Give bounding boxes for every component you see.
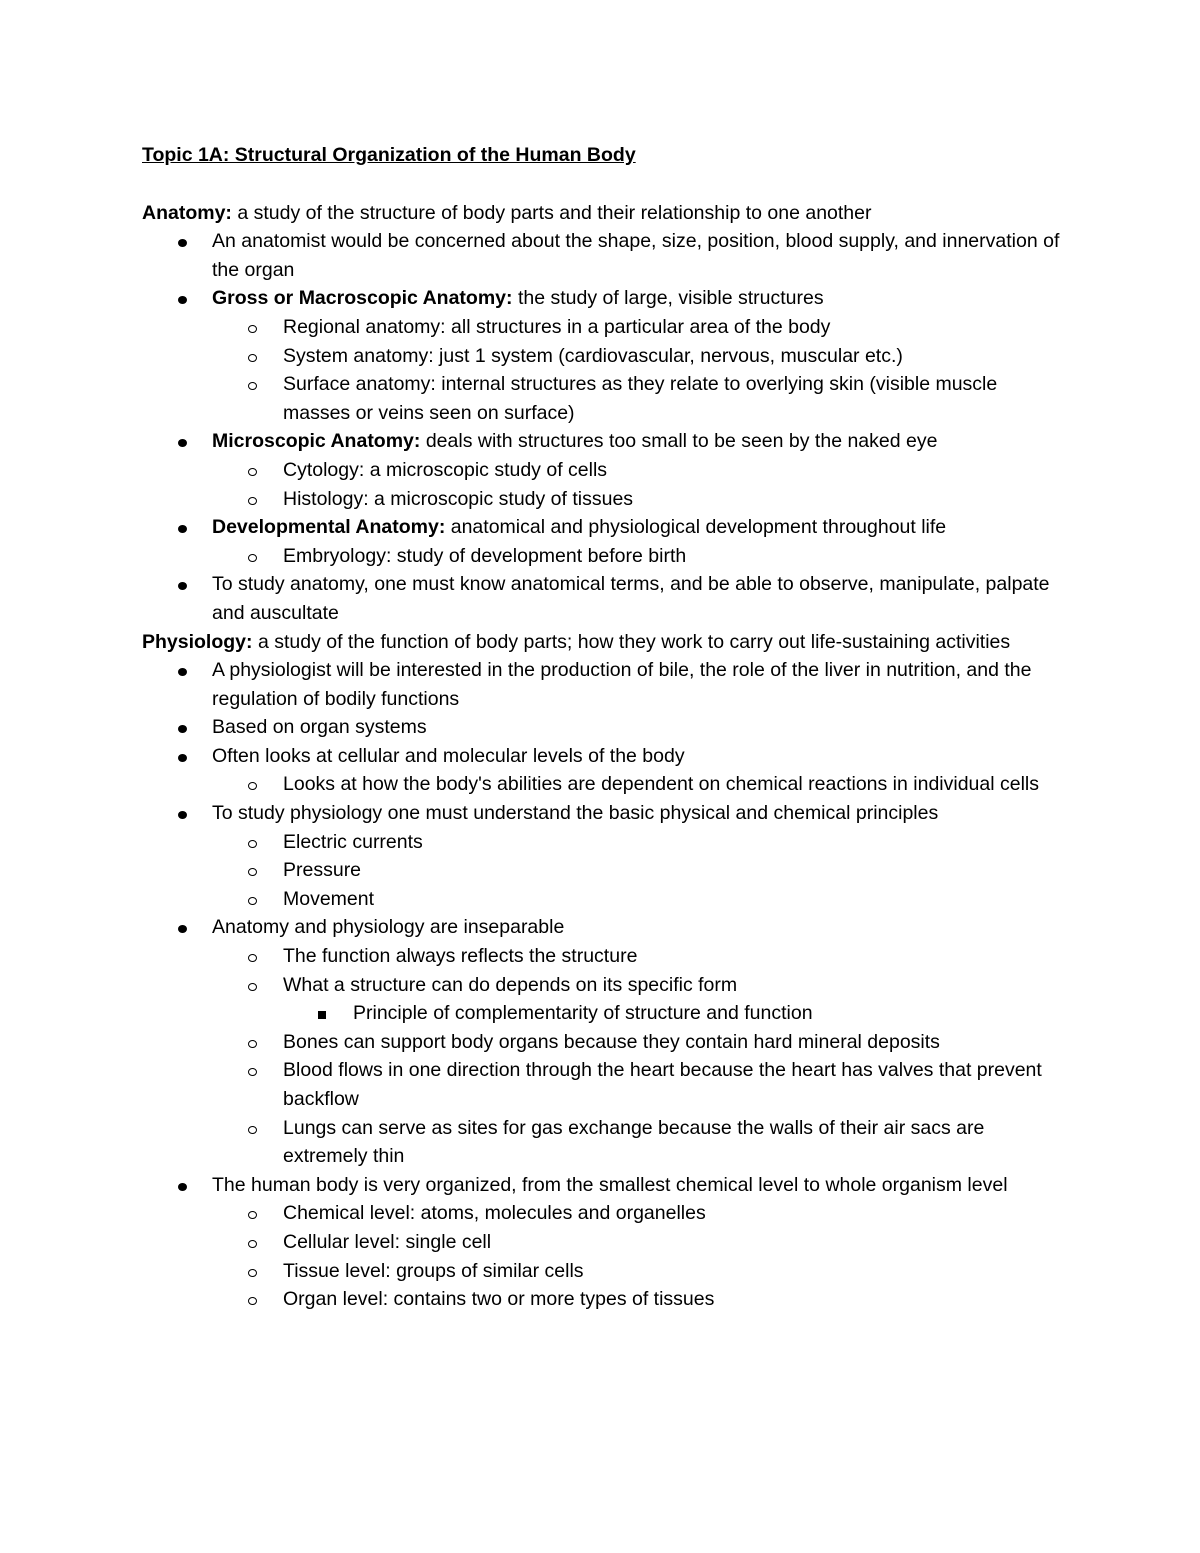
bullet-circle-icon [248,1028,257,1057]
bullet-disc-icon [178,913,187,942]
sub-list-item: Lungs can serve as sites for gas exchange because the walls of their air sacs are extremely thin [142,1114,1062,1171]
sub-list-item: Embryology: study of development before birth [142,542,1062,571]
sub-sub-list-item: Principle of complementarity of structure and function [142,999,1062,1028]
sub-list-item: Looks at how the body's abilities are dependent on chemical reactions in individual cells [142,770,1062,799]
bullet-circle-icon [248,542,257,571]
bullet-disc-icon [178,284,187,313]
bullet-circle-icon [248,1199,257,1228]
physiology-term: Physiology: [142,630,253,653]
sub-list-item: Chemical level: atoms, molecules and organelles [142,1199,1062,1228]
list-item: Developmental Anatomy: anatomical and physiological development throughout life [142,513,1062,542]
bullet-circle-icon [248,828,257,857]
bullet-circle-icon [248,456,257,485]
bullet-disc-icon [178,713,187,742]
bullet-circle-icon [248,971,257,1000]
sub-list-item: What a structure can do depends on its specific form [142,971,1062,1000]
bullet-disc-icon [178,656,187,685]
sub-list-item: Pressure [142,856,1062,885]
list-item: To study physiology one must understand the basic physical and chemical principles [142,799,1062,828]
bullet-disc-icon [178,570,187,599]
bullet-circle-icon [248,1228,257,1257]
bullet-circle-icon [248,885,257,914]
sub-list-item: Bones can support body organs because they contain hard mineral deposits [142,1028,1062,1057]
list-item: An anatomist would be concerned about the shape, size, position, blood supply, and innervation of the organ [142,227,1062,284]
list-item: To study anatomy, one must know anatomical terms, and be able to observe, manipulate, palpate and auscultate [142,570,1062,627]
bullet-circle-icon [248,856,257,885]
page-title: Topic 1A: Structural Organization of the Human Body [142,144,636,166]
sub-list-item: Movement [142,885,1062,914]
sub-list-item: Tissue level: groups of similar cells [142,1257,1062,1286]
physiology-def-text: a study of the function of body parts; how they work to carry out life-sustaining activities [252,630,1011,653]
anatomy-definition [142,199,1062,228]
list-item: Based on organ systems [142,713,1062,742]
list-item: The human body is very organized, from the smallest chemical level to whole organism level [142,1171,1062,1200]
sub-list-item: Cellular level: single cell [142,1228,1062,1257]
list-item: Microscopic Anatomy: deals with structures too small to be seen by the naked eye [142,427,1062,456]
bullet-circle-icon [248,342,257,371]
list-item: Often looks at cellular and molecular levels of the body [142,742,1062,771]
sub-list-item: Organ level: contains two or more types of tissues [142,1285,1062,1314]
bullet-disc-icon [178,1171,187,1200]
sub-list-item: Surface anatomy: internal structures as they relate to overlying skin (visible muscle masses or veins seen on surface) [142,370,1062,427]
bullet-disc-icon [178,799,187,828]
list-item: Gross or Macroscopic Anatomy: the study of large, visible structures [142,284,1062,313]
bullet-disc-icon [178,427,187,456]
anatomy-def-text: a study of the structure of body parts and their relationship to one another [231,201,872,224]
anatomy-term: Anatomy: [142,201,232,224]
list-item: A physiologist will be interested in the production of bile, the role of the liver in nutrition, and the regulation of bodily functions [142,656,1062,713]
bullet-circle-icon [248,770,257,799]
bullet-disc-icon [178,227,187,256]
bullet-circle-icon [248,313,257,342]
document-body [142,141,1062,1314]
sub-list-item: Cytology: a microscopic study of cells [142,456,1062,485]
sub-list-item: Electric currents [142,828,1062,857]
sub-list-item: Regional anatomy: all structures in a particular area of the body [142,313,1062,342]
sub-list-item: Blood flows in one direction through the heart because the heart has valves that prevent backflow [142,1056,1062,1113]
bullet-disc-icon [178,742,187,771]
physiology-definition [142,628,1062,657]
bullet-circle-icon [248,1285,257,1314]
bullet-square-icon [318,999,326,1028]
bullet-circle-icon [248,942,257,971]
bullet-circle-icon [248,1114,257,1143]
sub-list-item: The function always reflects the structure [142,942,1062,971]
bullet-disc-icon [178,513,187,542]
sub-list-item: Histology: a microscopic study of tissues [142,485,1062,514]
sub-list-item: System anatomy: just 1 system (cardiovascular, nervous, muscular etc.) [142,342,1062,371]
bullet-circle-icon [248,1257,257,1286]
bullet-circle-icon [248,485,257,514]
list-item: Anatomy and physiology are inseparable [142,913,1062,942]
bullet-circle-icon [248,1056,257,1085]
bullet-circle-icon [248,370,257,399]
